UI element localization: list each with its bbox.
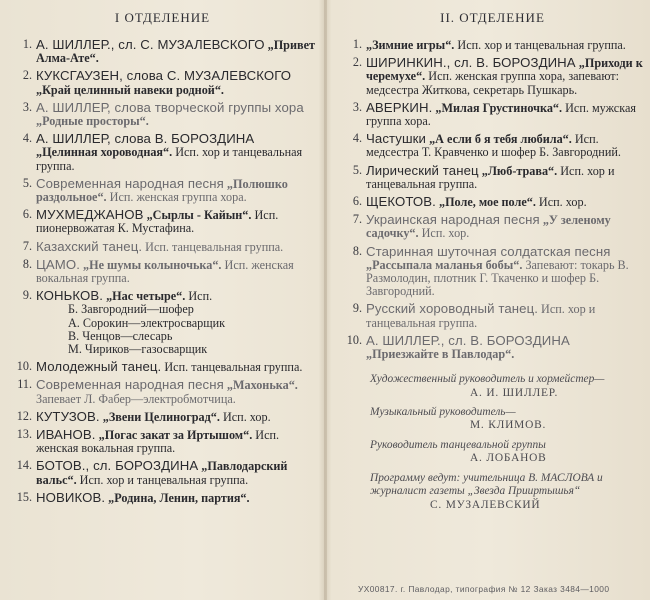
credit-role: Руководитель танцевальной группы [370, 438, 546, 451]
item-rest: Исп. хор и танцевальная группа. [366, 302, 596, 330]
credit-entry [370, 406, 645, 433]
item-rest: Исп. женская вокальная группа. [36, 428, 280, 456]
item-number: 7. [352, 212, 362, 227]
item-title: „А если б я тебя любила“. [429, 132, 572, 147]
item-number: 13. [16, 427, 32, 442]
left-page [10, 6, 315, 596]
item-lead: Русский хороводный танец. [366, 301, 538, 317]
item-title: „Приезжайте в Павлодар“. [366, 347, 515, 362]
item-lead: БОТОВ., сл. БОРОЗДИНА [36, 458, 199, 474]
program-list-2 [340, 38, 645, 361]
item-number: 4. [352, 131, 362, 146]
program-item [10, 378, 315, 405]
item-lead: А. ШИЛЛЕР, слова творческой группы хора [36, 99, 304, 115]
item-lead: АВЕРКИН. [366, 99, 433, 115]
item-rest: Исп. хор. [538, 195, 587, 210]
cast-list [68, 303, 315, 356]
item-lead: Частушки [366, 131, 427, 147]
item-number: 2. [352, 55, 362, 70]
right-page [340, 6, 645, 596]
program-item [10, 360, 315, 374]
item-number: 3. [22, 99, 32, 114]
program-item [10, 38, 315, 65]
item-number: 5. [22, 175, 32, 190]
credit-name: М. КЛИМОВ. [470, 419, 547, 432]
item-number: 5. [352, 162, 362, 177]
item-number: 8. [352, 243, 362, 258]
program-item [340, 213, 645, 240]
program-item [10, 101, 315, 128]
item-title: „Зимние игры“. [366, 38, 455, 52]
item-lead: Современная народная песня [36, 175, 224, 191]
program-item [10, 410, 315, 424]
program-list-1b [10, 360, 315, 505]
item-lead: Украинская народная песня [366, 212, 540, 228]
item-rest: Исп. мужская группа хора. [366, 100, 636, 129]
program-item [340, 302, 645, 329]
item-title: „У зеленому садочку“. [366, 213, 611, 241]
item-rest: Исп. женская группа хора, запевают: медсестра Житкова, секретарь Пушкарь. [366, 69, 619, 97]
item-title: „Родные просторы“. [36, 114, 149, 129]
program-item [340, 132, 645, 159]
item-rest: Исп. танцевальная группа. [164, 360, 303, 375]
item-title: „Полюшко раздольное“. [36, 176, 288, 205]
item-number: 9. [22, 288, 32, 303]
item-lead: ЦАМО. [36, 256, 80, 272]
item-title: „Звени Целиноград“. [102, 409, 220, 424]
program-item [340, 164, 645, 191]
item-lead: КУТУЗОВ. [36, 408, 100, 424]
cast-member: Б. Завгородний—шофер [68, 302, 194, 317]
program-item [10, 428, 315, 455]
credit-role: Музыкальный руководитель— [370, 406, 516, 419]
credit-entry [370, 439, 645, 466]
item-lead: ШИРИНКИН., сл. В. БОРОЗДИНА [366, 55, 576, 71]
item-rest: Исп. медсестра Т. Кравченко и шофер Б. Завгородний. [366, 132, 621, 160]
printer-imprint: УХ00817. г. Павлодар, типография № 12 Заказ 3484—1000 [358, 584, 610, 594]
item-rest: Исп. хор и танцевальная группа. [36, 145, 303, 173]
item-number: 11. [17, 377, 32, 392]
item-title: „Люб-трава“. [481, 163, 558, 178]
item-number: 1. [352, 37, 362, 51]
item-lead: А. ШИЛЛЕР., сл. С. МУЗАЛЕВСКОГО [36, 37, 265, 52]
item-lead: Лирический танец [366, 162, 479, 178]
program-item [10, 459, 315, 486]
program-item [10, 177, 315, 204]
cast-member: А. Сорокин—электросварщик [68, 315, 226, 330]
item-number: 7. [22, 238, 32, 253]
program-item [340, 334, 645, 361]
credit-name: С. МУЗАЛЕВСКИЙ [430, 498, 541, 511]
credit-entry [370, 373, 645, 400]
item-rest: Исп. женская вокальная группа. [36, 257, 294, 286]
item-number: 10. [346, 332, 362, 347]
item-rest: Исп. хор. [421, 226, 470, 241]
program-list-1 [10, 38, 315, 303]
credit-entry [370, 472, 645, 512]
item-rest: Исп. пионервожатая К. Мустафина. [36, 208, 279, 236]
credit-role: Программу ведут: учительница В. МАСЛОВА и журналист газеты „Звезда Прииртышья“ [370, 471, 603, 498]
item-title: „Целинная хороводная“. [36, 145, 173, 160]
item-lead: А. ШИЛЛЕР., сл. В. БОРОЗДИНА [366, 332, 570, 348]
credit-name: А. И. ШИЛЛЕР. [470, 386, 559, 399]
item-rest: Исп. танцевальная группа. [145, 239, 284, 254]
program-item [340, 38, 645, 52]
program-item [340, 101, 645, 128]
item-number: 1. [22, 37, 32, 51]
program-item [10, 132, 315, 173]
item-number: 4. [22, 131, 32, 146]
item-title: „Не шумы колыночька“. [83, 257, 222, 272]
program-item [10, 69, 315, 96]
item-rest: Запевают: токарь В. Размолодин, плотник Г. Ткаченко и шофер Б. Завгородний. [366, 257, 629, 299]
cast-member: В. Ченцов—слесарь [68, 328, 173, 343]
item-title: „Махонька“. [226, 378, 298, 393]
credit-role: Художественный руководитель и хормейстер— [370, 373, 605, 386]
program-item [10, 240, 315, 254]
item-title: „Поле, мое поле“. [438, 195, 536, 210]
program-item [340, 245, 645, 299]
item-number: 2. [22, 68, 32, 83]
item-lead: ИВАНОВ. [36, 427, 96, 443]
item-lead: А. ШИЛЛЕР, слова В. БОРОЗДИНА [36, 131, 255, 147]
item-rest: Исп. хор и танцевальная группа. [366, 163, 615, 191]
cast-member: М. Чириков—газосварщик [68, 342, 208, 357]
item-rest: Исп. хор и танцевальная группа. [457, 38, 626, 52]
item-number: 6. [22, 207, 32, 222]
item-rest: Исп. [188, 289, 213, 304]
credit-name: А. ЛОБАНОВ [470, 452, 547, 465]
item-title: „Погас закат за Иртышом“. [98, 428, 253, 443]
item-lead: ЩЕКОТОВ. [366, 194, 436, 210]
item-number: 8. [22, 256, 32, 271]
credits-block [340, 373, 645, 512]
item-number: 14. [16, 458, 32, 473]
item-title: „Павлодарский вальс“. [36, 459, 288, 487]
program-item [10, 258, 315, 285]
section-heading-1: I ОТДЕЛЕНИЕ [114, 10, 211, 25]
item-number: 6. [352, 194, 362, 209]
item-rest: Исп. женская группа хора. [109, 190, 247, 205]
program-item [10, 208, 315, 235]
item-number: 3. [352, 99, 362, 114]
item-rest: Запевает Л. Фабер—электробмотчица. [36, 391, 236, 406]
item-title: „Нас четыре“. [106, 289, 186, 304]
item-title: „Рассыпала маланья бобы“. [366, 257, 523, 272]
item-rest: Исп. хор. [222, 409, 271, 424]
item-number: 10. [16, 359, 32, 374]
item-lead: НОВИКОВ. [36, 489, 106, 505]
item-number: 12. [16, 408, 32, 423]
item-title: „Родина, Ленин, партия“. [108, 490, 250, 505]
item-title: „Привет Алма-Ате“. [36, 38, 315, 66]
program-item [340, 195, 645, 209]
item-lead: КУКСГАУЗЕН, слова С. МУЗАЛЕВСКОГО [36, 68, 292, 84]
item-title: „Край целинный навеки родной“. [36, 82, 224, 97]
item-title: „Милая Грустиночка“. [435, 100, 563, 115]
item-rest: Исп. хор и танцевальная группа. [79, 472, 249, 487]
item-title: „Приходи к черемухе“. [366, 56, 643, 84]
center-fold [324, 0, 327, 600]
item-lead: КОНЬКОВ. [36, 288, 104, 304]
program-item [10, 491, 315, 505]
item-number: 9. [352, 301, 362, 316]
item-title: „Сырлы - Кайын“. [146, 208, 252, 223]
item-lead: МУХМЕДЖАНОВ [36, 207, 144, 223]
item-lead: Современная народная песня [36, 377, 224, 393]
item-lead: Казахский танец. [36, 238, 143, 254]
item-lead: Старинная шуточная солдатская песня [366, 243, 611, 259]
section-heading-2: II. ОТДЕЛЕНИЕ [440, 10, 545, 25]
item-lead: Молодежный танец. [36, 359, 162, 375]
item-number: 15. [16, 489, 32, 504]
program-item [340, 56, 645, 97]
program-item [10, 289, 315, 303]
